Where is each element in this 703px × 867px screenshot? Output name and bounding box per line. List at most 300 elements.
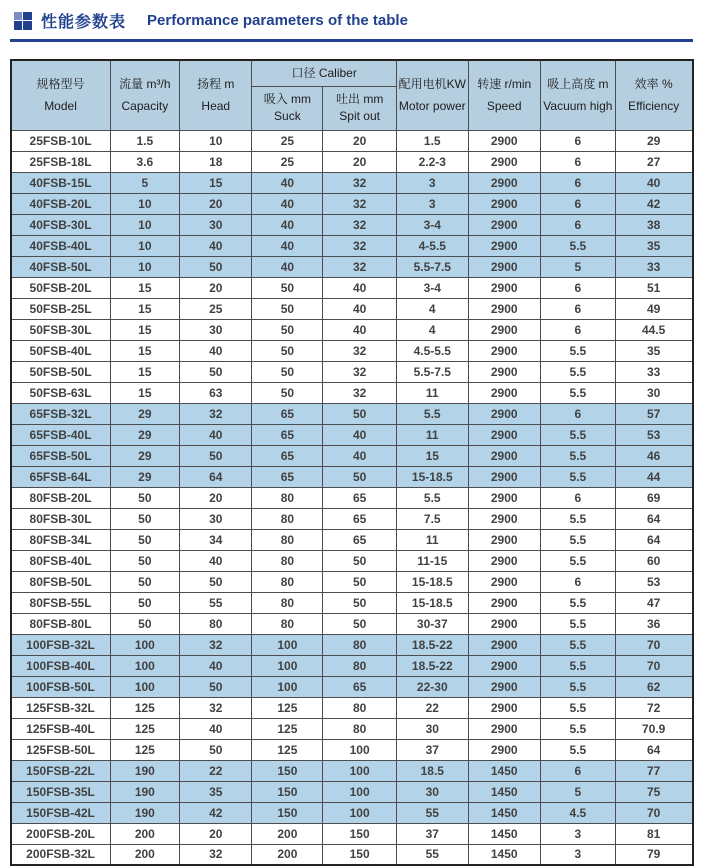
cell-suck: 50 — [252, 340, 323, 361]
cell-capacity: 1.5 — [110, 130, 180, 151]
cell-efficiency: 38 — [615, 214, 692, 235]
cell-suck: 80 — [252, 508, 323, 529]
cell-head: 32 — [180, 844, 252, 865]
cell-model: 80FSB-40L — [11, 550, 111, 571]
cell-motor: 5.5-7.5 — [396, 361, 468, 382]
table-header — [11, 60, 693, 130]
cell-spit: 40 — [323, 445, 397, 466]
cell-model: 65FSB-40L — [11, 424, 111, 445]
cell-vacuum: 6 — [540, 151, 615, 172]
cell-model: 125FSB-32L — [11, 697, 111, 718]
cell-model: 125FSB-40L — [11, 718, 111, 739]
cell-vacuum: 5.5 — [540, 739, 615, 760]
cell-vacuum: 5.5 — [540, 424, 615, 445]
cell-model: 80FSB-20L — [11, 487, 111, 508]
cell-speed: 1450 — [468, 781, 540, 802]
cell-head: 35 — [180, 781, 252, 802]
cell-spit: 65 — [323, 508, 397, 529]
cell-suck: 80 — [252, 550, 323, 571]
cell-capacity: 10 — [110, 256, 180, 277]
cell-capacity: 29 — [110, 403, 180, 424]
cell-head: 30 — [180, 319, 252, 340]
cell-efficiency: 77 — [615, 760, 692, 781]
cell-spit: 80 — [323, 655, 397, 676]
table-row — [11, 550, 693, 571]
cell-model: 100FSB-40L — [11, 655, 111, 676]
cell-model: 50FSB-25L — [11, 298, 111, 319]
cell-spit: 20 — [323, 130, 397, 151]
cell-efficiency: 53 — [615, 424, 692, 445]
cell-efficiency: 29 — [615, 130, 692, 151]
col-header-capacity-en: Capacity — [121, 98, 169, 113]
cell-motor: 7.5 — [396, 508, 468, 529]
cell-model: 50FSB-20L — [11, 277, 111, 298]
col-header-spit-zh: 吐出 mm — [335, 91, 384, 106]
cell-efficiency: 70 — [615, 802, 692, 823]
cell-capacity: 50 — [110, 592, 180, 613]
cell-spit: 100 — [323, 781, 397, 802]
table-row — [11, 781, 693, 802]
cell-suck: 40 — [252, 235, 323, 256]
cell-motor: 11 — [396, 382, 468, 403]
cell-vacuum: 5.5 — [540, 676, 615, 697]
cell-model: 80FSB-30L — [11, 508, 111, 529]
cell-suck: 50 — [252, 277, 323, 298]
cell-capacity: 10 — [110, 235, 180, 256]
col-header-speed-en: Speed — [486, 98, 522, 113]
cell-model: 25FSB-10L — [11, 130, 111, 151]
table-row — [11, 361, 693, 382]
cell-model: 150FSB-42L — [11, 802, 111, 823]
cell-spit: 65 — [323, 487, 397, 508]
cell-head: 40 — [180, 235, 252, 256]
cell-speed: 1450 — [468, 844, 540, 865]
cell-speed: 2900 — [468, 592, 540, 613]
cell-vacuum: 6 — [540, 319, 615, 340]
cell-speed: 2900 — [468, 298, 540, 319]
cell-efficiency: 35 — [615, 340, 692, 361]
table-row — [11, 823, 693, 844]
table-row — [11, 277, 693, 298]
cell-vacuum: 5.5 — [540, 235, 615, 256]
cell-vacuum: 5.5 — [540, 697, 615, 718]
col-header-caliber: 口径 Caliber — [252, 60, 397, 86]
cell-efficiency: 53 — [615, 571, 692, 592]
performance-parameters-table — [10, 59, 694, 866]
cell-head: 64 — [180, 466, 252, 487]
cell-head: 40 — [180, 424, 252, 445]
col-header-vacuum-en: Vacuum high — [543, 98, 613, 113]
cell-efficiency: 70.9 — [615, 718, 692, 739]
cell-efficiency: 44.5 — [615, 319, 692, 340]
title-divider — [10, 39, 693, 42]
cell-motor: 55 — [396, 844, 468, 865]
table-row — [11, 151, 693, 172]
cell-motor: 30-37 — [396, 613, 468, 634]
cell-capacity: 125 — [110, 697, 180, 718]
cell-suck: 40 — [252, 256, 323, 277]
cell-vacuum: 3 — [540, 844, 615, 865]
col-header-model — [11, 60, 111, 130]
cell-speed: 1450 — [468, 823, 540, 844]
cell-suck: 150 — [252, 760, 323, 781]
cell-motor: 5.5 — [396, 403, 468, 424]
cell-motor: 11 — [396, 424, 468, 445]
cell-suck: 40 — [252, 214, 323, 235]
cell-model: 80FSB-34L — [11, 529, 111, 550]
cell-motor: 30 — [396, 718, 468, 739]
cell-efficiency: 30 — [615, 382, 692, 403]
cell-head: 40 — [180, 718, 252, 739]
cell-suck: 80 — [252, 529, 323, 550]
cell-speed: 2900 — [468, 487, 540, 508]
cell-spit: 65 — [323, 529, 397, 550]
table-row — [11, 739, 693, 760]
cell-vacuum: 5 — [540, 256, 615, 277]
cell-head: 30 — [180, 508, 252, 529]
table-row — [11, 529, 693, 550]
cell-model: 40FSB-15L — [11, 172, 111, 193]
cell-capacity: 50 — [110, 550, 180, 571]
cell-spit: 50 — [323, 403, 397, 424]
cell-motor: 18.5-22 — [396, 634, 468, 655]
cell-model: 80FSB-55L — [11, 592, 111, 613]
cell-head: 20 — [180, 823, 252, 844]
cell-spit: 40 — [323, 298, 397, 319]
cell-capacity: 200 — [110, 844, 180, 865]
table-row — [11, 613, 693, 634]
cell-suck: 100 — [252, 634, 323, 655]
cell-efficiency: 69 — [615, 487, 692, 508]
cell-model: 150FSB-22L — [11, 760, 111, 781]
table-row — [11, 592, 693, 613]
table-row — [11, 760, 693, 781]
cell-motor: 30 — [396, 781, 468, 802]
cell-suck: 25 — [252, 151, 323, 172]
cell-suck: 50 — [252, 382, 323, 403]
cell-speed: 2900 — [468, 256, 540, 277]
cell-capacity: 29 — [110, 424, 180, 445]
cell-spit: 40 — [323, 319, 397, 340]
cell-motor: 18.5 — [396, 760, 468, 781]
cell-spit: 50 — [323, 550, 397, 571]
cell-speed: 2900 — [468, 151, 540, 172]
cell-motor: 22 — [396, 697, 468, 718]
cell-vacuum: 6 — [540, 214, 615, 235]
cell-speed: 2900 — [468, 361, 540, 382]
cell-head: 32 — [180, 634, 252, 655]
cell-head: 40 — [180, 655, 252, 676]
col-header-efficiency-en: Efficiency — [628, 98, 680, 113]
cell-model: 65FSB-50L — [11, 445, 111, 466]
cell-vacuum: 6 — [540, 193, 615, 214]
cell-spit: 150 — [323, 823, 397, 844]
table-row — [11, 802, 693, 823]
cell-capacity: 15 — [110, 319, 180, 340]
cell-spit: 50 — [323, 592, 397, 613]
cell-speed: 2900 — [468, 550, 540, 571]
cell-spit: 20 — [323, 151, 397, 172]
table-row — [11, 235, 693, 256]
table-row — [11, 718, 693, 739]
cell-motor: 1.5 — [396, 130, 468, 151]
cell-suck: 150 — [252, 781, 323, 802]
cell-capacity: 190 — [110, 802, 180, 823]
cell-spit: 40 — [323, 277, 397, 298]
cell-vacuum: 6 — [540, 277, 615, 298]
cell-efficiency: 42 — [615, 193, 692, 214]
cell-suck: 50 — [252, 298, 323, 319]
cell-capacity: 100 — [110, 676, 180, 697]
cell-model: 80FSB-80L — [11, 613, 111, 634]
cell-efficiency: 46 — [615, 445, 692, 466]
cell-capacity: 5 — [110, 172, 180, 193]
cell-suck: 200 — [252, 823, 323, 844]
col-header-spit-out — [323, 86, 397, 130]
cell-vacuum: 5.5 — [540, 361, 615, 382]
cell-capacity: 50 — [110, 487, 180, 508]
cell-model: 40FSB-50L — [11, 256, 111, 277]
cell-capacity: 50 — [110, 571, 180, 592]
table-row — [11, 193, 693, 214]
cell-motor: 2.2-3 — [396, 151, 468, 172]
page-title-zh: 性能参数表 — [41, 14, 127, 31]
cell-motor: 11 — [396, 529, 468, 550]
cell-efficiency: 40 — [615, 172, 692, 193]
cell-spit: 80 — [323, 634, 397, 655]
cell-efficiency: 57 — [615, 403, 692, 424]
cell-vacuum: 6 — [540, 298, 615, 319]
cell-head: 10 — [180, 130, 252, 151]
col-header-model-zh: 规格型号 — [36, 76, 85, 91]
cell-spit: 100 — [323, 739, 397, 760]
cell-model: 50FSB-30L — [11, 319, 111, 340]
table-row — [11, 172, 693, 193]
cell-speed: 2900 — [468, 214, 540, 235]
cell-vacuum: 5.5 — [540, 550, 615, 571]
cell-head: 20 — [180, 487, 252, 508]
cell-spit: 32 — [323, 214, 397, 235]
cell-head: 40 — [180, 550, 252, 571]
cell-head: 50 — [180, 445, 252, 466]
cell-efficiency: 27 — [615, 151, 692, 172]
cell-model: 100FSB-32L — [11, 634, 111, 655]
col-header-suck-en: Suck — [274, 109, 301, 123]
cell-model: 200FSB-32L — [11, 844, 111, 865]
cell-head: 55 — [180, 592, 252, 613]
cell-model: 65FSB-32L — [11, 403, 111, 424]
col-header-spit-en: Spit out — [339, 109, 380, 123]
cell-suck: 80 — [252, 613, 323, 634]
cell-vacuum: 3 — [540, 823, 615, 844]
cell-head: 50 — [180, 739, 252, 760]
cell-suck: 40 — [252, 172, 323, 193]
table-row — [11, 571, 693, 592]
cell-capacity: 10 — [110, 214, 180, 235]
cell-head: 25 — [180, 298, 252, 319]
cell-suck: 80 — [252, 571, 323, 592]
cell-model: 80FSB-50L — [11, 571, 111, 592]
cell-head: 20 — [180, 277, 252, 298]
cell-spit: 32 — [323, 172, 397, 193]
cell-spit: 65 — [323, 676, 397, 697]
table-row — [11, 697, 693, 718]
cell-model: 40FSB-20L — [11, 193, 111, 214]
cell-capacity: 200 — [110, 823, 180, 844]
cell-head: 50 — [180, 361, 252, 382]
cell-efficiency: 64 — [615, 529, 692, 550]
cell-suck: 40 — [252, 193, 323, 214]
cell-motor: 4-5.5 — [396, 235, 468, 256]
cell-spit: 32 — [323, 235, 397, 256]
col-header-head-zh: 扬程 m — [197, 76, 235, 91]
table-row — [11, 424, 693, 445]
cell-vacuum: 6 — [540, 403, 615, 424]
cell-vacuum: 6 — [540, 760, 615, 781]
table-row — [11, 466, 693, 487]
cell-vacuum: 6 — [540, 130, 615, 151]
col-header-vacuum-zh: 吸上高度 m — [547, 76, 609, 91]
cell-speed: 2900 — [468, 424, 540, 445]
cell-capacity: 15 — [110, 298, 180, 319]
col-header-capacity — [110, 60, 180, 130]
cell-head: 50 — [180, 676, 252, 697]
cell-model: 125FSB-50L — [11, 739, 111, 760]
cell-capacity: 29 — [110, 466, 180, 487]
cell-speed: 2900 — [468, 529, 540, 550]
cell-vacuum: 5 — [540, 781, 615, 802]
cell-efficiency: 44 — [615, 466, 692, 487]
cell-suck: 100 — [252, 655, 323, 676]
cell-spit: 50 — [323, 466, 397, 487]
cell-vacuum: 5.5 — [540, 634, 615, 655]
cell-head: 22 — [180, 760, 252, 781]
col-header-speed — [468, 60, 540, 130]
cell-speed: 2900 — [468, 130, 540, 151]
cell-capacity: 125 — [110, 718, 180, 739]
cell-model: 150FSB-35L — [11, 781, 111, 802]
cell-suck: 65 — [252, 424, 323, 445]
cell-motor: 5.5 — [396, 487, 468, 508]
cell-spit: 50 — [323, 613, 397, 634]
table-row — [11, 655, 693, 676]
table-row — [11, 214, 693, 235]
cell-head: 30 — [180, 214, 252, 235]
cell-spit: 50 — [323, 571, 397, 592]
cell-spit: 32 — [323, 382, 397, 403]
cell-model: 50FSB-40L — [11, 340, 111, 361]
cell-head: 42 — [180, 802, 252, 823]
cell-capacity: 15 — [110, 277, 180, 298]
cell-model: 25FSB-18L — [11, 151, 111, 172]
cell-speed: 2900 — [468, 235, 540, 256]
cell-efficiency: 70 — [615, 634, 692, 655]
cell-speed: 2900 — [468, 613, 540, 634]
cell-efficiency: 33 — [615, 256, 692, 277]
cell-capacity: 125 — [110, 739, 180, 760]
cell-speed: 1450 — [468, 760, 540, 781]
cell-suck: 125 — [252, 697, 323, 718]
cell-model: 65FSB-64L — [11, 466, 111, 487]
col-header-model-en: Model — [44, 98, 77, 113]
cell-suck: 80 — [252, 592, 323, 613]
cell-motor: 15-18.5 — [396, 571, 468, 592]
cell-motor: 5.5-7.5 — [396, 256, 468, 277]
cell-motor: 15 — [396, 445, 468, 466]
cell-spit: 80 — [323, 718, 397, 739]
cell-spit: 80 — [323, 697, 397, 718]
table-body — [11, 130, 693, 865]
table-row — [11, 676, 693, 697]
cell-model: 40FSB-30L — [11, 214, 111, 235]
cell-motor: 3 — [396, 193, 468, 214]
cell-speed: 2900 — [468, 697, 540, 718]
cell-vacuum: 5.5 — [540, 382, 615, 403]
cell-speed: 2900 — [468, 676, 540, 697]
cell-suck: 50 — [252, 319, 323, 340]
cell-model: 50FSB-63L — [11, 382, 111, 403]
cell-capacity: 100 — [110, 634, 180, 655]
cell-vacuum: 5.5 — [540, 718, 615, 739]
cell-model: 40FSB-40L — [11, 235, 111, 256]
cell-motor: 4 — [396, 319, 468, 340]
table-row — [11, 403, 693, 424]
cell-efficiency: 75 — [615, 781, 692, 802]
table-row — [11, 130, 693, 151]
cell-suck: 125 — [252, 718, 323, 739]
title-square-icon — [14, 12, 32, 30]
cell-suck: 65 — [252, 466, 323, 487]
cell-suck: 100 — [252, 676, 323, 697]
cell-motor: 37 — [396, 739, 468, 760]
cell-suck: 65 — [252, 445, 323, 466]
cell-motor: 11-15 — [396, 550, 468, 571]
cell-speed: 2900 — [468, 193, 540, 214]
page-title-en: Performance parameters of the table — [147, 12, 408, 29]
col-header-vacuum-high — [540, 60, 615, 130]
cell-motor: 4.5-5.5 — [396, 340, 468, 361]
table-row — [11, 298, 693, 319]
col-header-speed-zh: 转速 r/min — [477, 76, 532, 91]
cell-vacuum: 5.5 — [540, 592, 615, 613]
cell-speed: 2900 — [468, 403, 540, 424]
cell-speed: 2900 — [468, 172, 540, 193]
cell-suck: 200 — [252, 844, 323, 865]
cell-speed: 2900 — [468, 340, 540, 361]
cell-spit: 40 — [323, 424, 397, 445]
cell-efficiency: 72 — [615, 697, 692, 718]
cell-vacuum: 6 — [540, 571, 615, 592]
cell-speed: 2900 — [468, 634, 540, 655]
cell-head: 50 — [180, 571, 252, 592]
table-row — [11, 319, 693, 340]
cell-head: 18 — [180, 151, 252, 172]
table-row — [11, 844, 693, 865]
table-row — [11, 340, 693, 361]
col-header-suck-zh: 吸入 mm — [263, 91, 312, 106]
cell-suck: 80 — [252, 487, 323, 508]
cell-speed: 2900 — [468, 466, 540, 487]
col-header-suck — [252, 86, 323, 130]
cell-speed: 2900 — [468, 718, 540, 739]
cell-efficiency: 64 — [615, 739, 692, 760]
cell-capacity: 50 — [110, 529, 180, 550]
cell-model: 50FSB-50L — [11, 361, 111, 382]
cell-efficiency: 49 — [615, 298, 692, 319]
cell-spit: 32 — [323, 193, 397, 214]
cell-speed: 1450 — [468, 802, 540, 823]
cell-capacity: 15 — [110, 361, 180, 382]
